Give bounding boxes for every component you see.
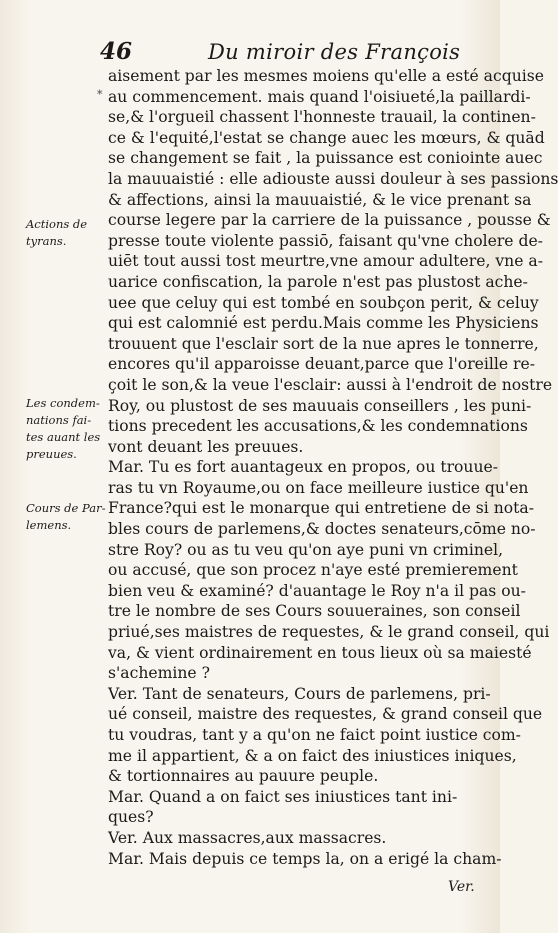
text-line: la mauuaistié : elle adiouste aussi douleur à ses passions xyxy=(108,169,558,188)
text-line: uee que celuy qui est tombé en soubçon perit, & celuy xyxy=(108,293,539,312)
margin-note-line: nations fai- xyxy=(26,413,92,427)
text-line: tions precedent les accusations,& les condemnations xyxy=(108,417,528,436)
text-line: bien veu & examiné? d'auantage le Roy n'a il pas ou- xyxy=(108,581,526,600)
text-line: uiēt tout aussi tost meurtre,vne amour adultere, vne a- xyxy=(108,252,543,271)
margin-note-cours-de-parlemens xyxy=(26,500,105,534)
text-line: ué conseil, maistre des requestes, & grand conseil que xyxy=(108,705,543,724)
margin-note-line: Les condem- xyxy=(26,396,100,410)
main-text-block xyxy=(108,66,558,869)
text-line: & tortionnaires au pauure peuple. xyxy=(108,767,379,786)
text-line: ou accusé, que son procez n'aye esté premierement xyxy=(108,561,518,580)
text-line: vont deuant les preuues. xyxy=(108,437,304,456)
margin-note-line: tyrans. xyxy=(26,234,67,248)
text-line: çoit le son,& la veue l'esclair: aussi à l'endroit de nostre xyxy=(108,375,553,394)
text-line: Roy, ou plustost de ses mauuais conseillers , les puni- xyxy=(108,396,532,415)
text-line: bles cours de parlemens,& doctes senateurs,cōme no- xyxy=(108,520,536,539)
catchword: Ver. xyxy=(448,879,475,895)
text-line: Ver. Aux massacres,aux massacres. xyxy=(108,828,387,847)
text-line: se changement se fait , la puissance est coniointe auec xyxy=(108,149,543,168)
margin-note-actions-de-tyrans xyxy=(26,216,87,250)
text-line: s'achemine ? xyxy=(108,664,210,683)
text-line: & affections, ainsi la mauuaistié, & le vice prenant sa xyxy=(108,190,532,209)
text-line: uarice confiscation, la parole n'est pas plustost ache- xyxy=(108,272,528,291)
text-line: Ver. Tant de senateurs, Cours de parlemens, pri- xyxy=(108,684,491,703)
text-line: aisement par les mesmes moiens qu'elle a esté acquise xyxy=(108,67,544,85)
text-line: Mar. Mais depuis ce temps la, on a erigé la cham- xyxy=(108,849,502,868)
text-line: au commencement. mais quand l'oisiueté,la paillardi- xyxy=(108,87,531,106)
text-line: va, & vient ordinairement en tous lieux où sa maiesté xyxy=(108,643,532,662)
page-header xyxy=(100,38,480,68)
text-line: encores qu'il apparoisse deuant,parce que l'oreille re- xyxy=(108,355,535,374)
text-line: ras tu vn Royaume,ou on face meilleure iustice qu'en xyxy=(108,478,529,497)
text-line: France?qui est le monarque qui entretiene de si nota- xyxy=(108,499,534,518)
margin-note-line: Cours de Par- xyxy=(26,501,106,515)
margin-note-line: tes auant les xyxy=(26,430,101,444)
text-line: presse toute violente passiō, faisant qu'vne cholere de- xyxy=(108,231,543,250)
text-line: tu voudras, tant y a qu'on ne faict point iustice com- xyxy=(108,726,521,744)
text-line: ce & l'equité,l'estat se change auec les mœurs, & quād xyxy=(108,128,545,147)
text-line: tre le nombre de ses Cours souueraines, son conseil xyxy=(108,602,521,621)
margin-note-line: preuues. xyxy=(26,447,77,461)
text-line: trouuent que l'esclair sort de la nue apres le tonnerre, xyxy=(108,334,539,353)
page-number: 46 xyxy=(100,38,133,65)
text-line: Mar. Tu es fort auantageux en propos, ou trouue- xyxy=(108,458,499,477)
text-line: Mar. Quand a on faict ses iniustices tant ini- xyxy=(108,787,458,806)
text-line: ques? xyxy=(108,808,154,827)
text-line: stre Roy? ou as tu veu qu'on aye puni vn criminel, xyxy=(108,540,504,559)
text-line: me il appartient, & a on faict des iniustices iniques, xyxy=(108,746,517,765)
margin-note-condemnations xyxy=(26,395,100,463)
text-line: se,& l'orgueil chassent l'honneste trauail, la continen- xyxy=(108,108,536,127)
text-line: priué,ses maistres de requestes, & le grand conseil, qui xyxy=(108,623,550,642)
text-line: qui est calomnié est perdu.Mais comme les Physiciens xyxy=(108,314,539,333)
ornament-mark: * xyxy=(97,88,103,101)
margin-note-line: lemens. xyxy=(26,518,72,532)
text-line: course legere par la carriere de la puissance , pousse & xyxy=(108,211,551,230)
margin-note-line: Actions de xyxy=(26,217,88,231)
running-title: Du miroir des François xyxy=(208,40,461,64)
